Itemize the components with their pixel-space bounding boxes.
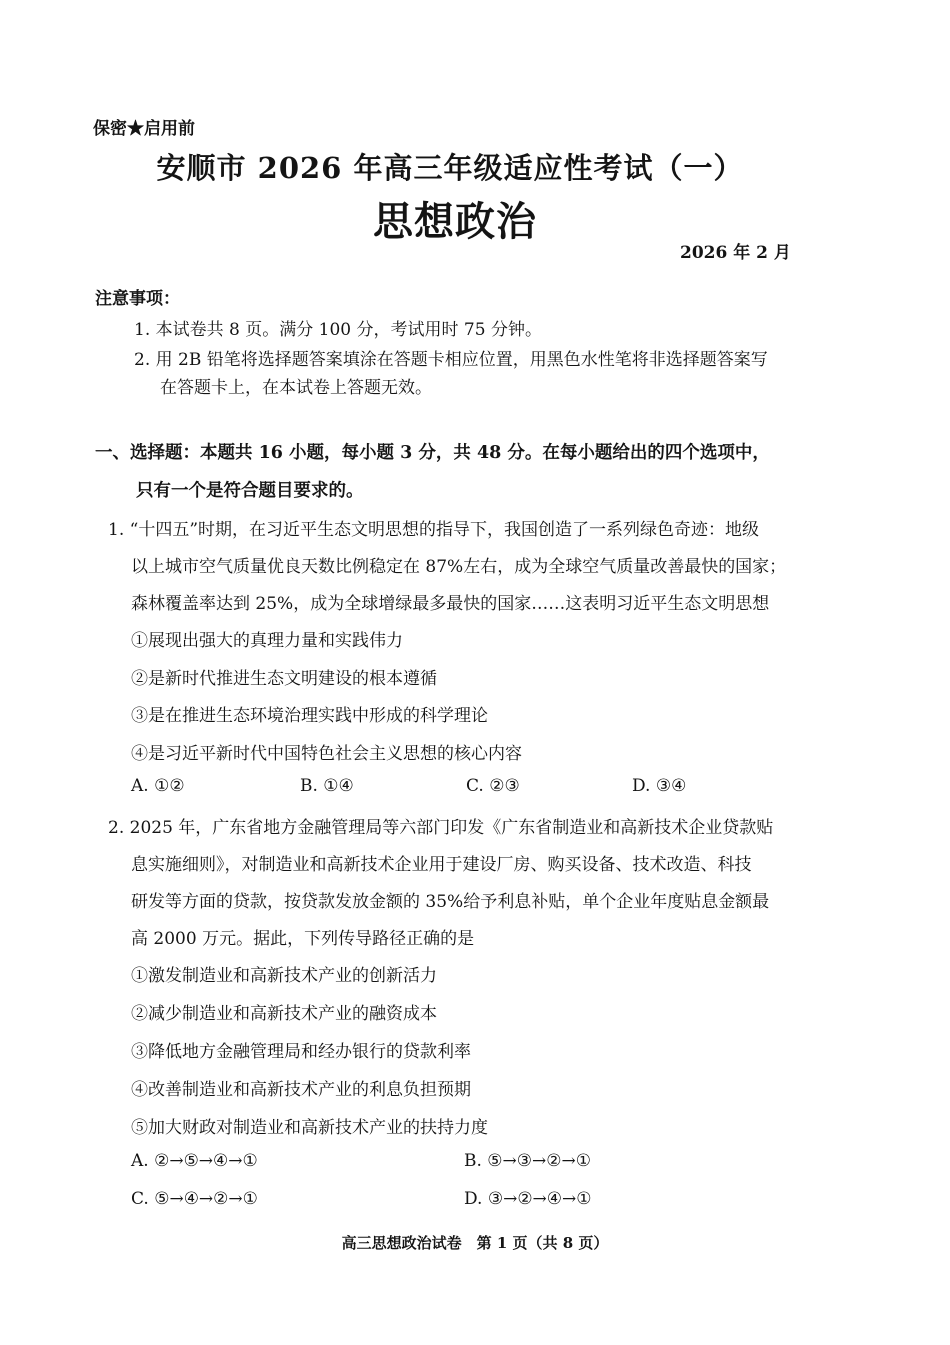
q2-option-c: C. ⑤→④→②→① <box>131 1189 258 1209</box>
q1-stem-line-2: 以上城市空气质量优良天数比例稳定在 87%左右，成为全球空气质量改善最快的国家； <box>131 557 787 577</box>
q1-option-c: C. ②③ <box>466 776 520 796</box>
q1-option-d: D. ③④ <box>632 776 687 796</box>
exam-title: 安顺市 2026 年高三年级适应性考试（一） <box>156 151 744 185</box>
q2-option-b: B. ⑤→③→②→① <box>464 1151 591 1171</box>
q2-statement-4: ④改善制造业和高新技术产业的利息负担预期 <box>131 1080 471 1100</box>
notice-item-1: 1. 本试卷共 8 页。满分 100 分，考试用时 75 分钟。 <box>134 320 542 340</box>
subject-title: 思想政治 <box>373 198 537 245</box>
exam-date: 2026 年 2 月 <box>680 243 791 263</box>
q1-stem-line-1: 1. “十四五”时期，在习近平生态文明思想的指导下，我国创造了一系列绿色奇迹：地级 <box>108 520 760 540</box>
notice-item-2-line-2: 在答题卡上，在本试卷上答题无效。 <box>160 378 432 398</box>
q2-option-a: A. ②→⑤→④→① <box>131 1151 258 1171</box>
q1-statement-4: ④是习近平新时代中国特色社会主义思想的核心内容 <box>131 744 522 764</box>
confidential-label: 保密★启用前 <box>93 119 195 139</box>
q2-stem-line-3: 研发等方面的贷款，按贷款发放金额的 35%给予利息补贴，单个企业年度贴息金额最 <box>131 892 770 912</box>
notice-heading: 注意事项： <box>95 289 180 309</box>
q1-option-a: A. ①② <box>131 776 185 796</box>
q1-statement-2: ②是新时代推进生态文明建设的根本遵循 <box>131 669 437 689</box>
q1-option-b: B. ①④ <box>300 776 354 796</box>
q2-statement-5: ⑤加大财政对制造业和高新技术产业的扶持力度 <box>131 1118 488 1138</box>
q2-stem-line-4: 高 2000 万元。据此，下列传导路径正确的是 <box>131 929 475 949</box>
q2-statement-2: ②减少制造业和高新技术产业的融资成本 <box>131 1004 437 1024</box>
section-heading-line-1: 一、选择题：本题共 16 小题，每小题 3 分，共 48 分。在每小题给出的四个选项中， <box>95 443 770 463</box>
q1-stem-line-3: 森林覆盖率达到 25%，成为全球增绿最多最快的国家……这表明习近平生态文明思想 <box>131 594 770 614</box>
q1-statement-3: ③是在推进生态环境治理实践中形成的科学理论 <box>131 706 488 726</box>
notice-item-2-line-1: 2. 用 2B 铅笔将选择题答案填涂在答题卡相应位置，用黑色水性笔将非选择题答案写 <box>134 350 768 370</box>
q2-stem-line-1: 2. 2025 年，广东省地方金融管理局等六部门印发《广东省制造业和高新技术企业贷款贴 <box>108 818 774 838</box>
q2-statement-1: ①激发制造业和高新技术产业的创新活力 <box>131 966 437 986</box>
q1-statement-1: ①展现出强大的真理力量和实践伟力 <box>131 631 403 651</box>
q2-stem-line-2: 息实施细则》，对制造业和高新技术企业用于建设厂房、购买设备、技术改造、科技 <box>131 855 752 875</box>
q2-statement-3: ③降低地方金融管理局和经办银行的贷款利率 <box>131 1042 471 1062</box>
page-footer: 高三思想政治试卷 第 1 页（共 8 页） <box>341 1234 609 1252</box>
section-heading-line-2: 只有一个是符合题目要求的。 <box>136 481 364 501</box>
q2-option-d: D. ③→②→④→① <box>464 1189 592 1209</box>
